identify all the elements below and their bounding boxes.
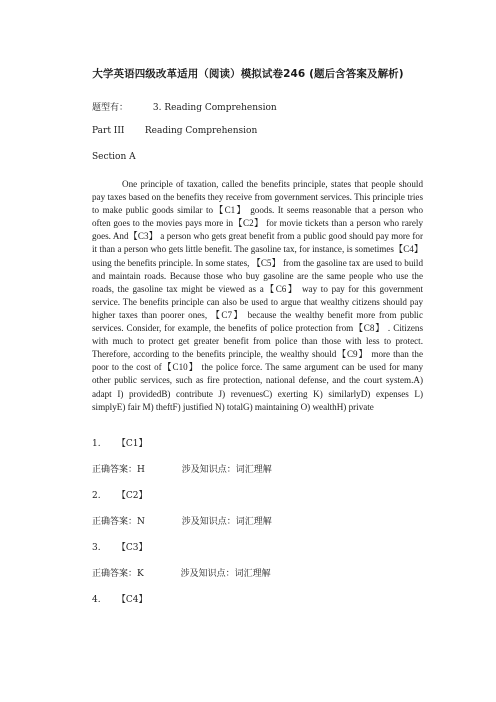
section-heading: Section A bbox=[92, 152, 136, 162]
knowledge-point: 涉及知识点：词汇理解 bbox=[181, 465, 272, 475]
question-type-label: 题型有： bbox=[92, 103, 129, 113]
question-blank: 【C1】 bbox=[116, 439, 148, 449]
question-item bbox=[92, 540, 148, 553]
question-number: 2. bbox=[92, 491, 101, 501]
question-blank: 【C4】 bbox=[116, 595, 148, 605]
question-number: 4. bbox=[92, 595, 101, 605]
question-blank: 【C3】 bbox=[116, 543, 148, 553]
answer-line bbox=[92, 566, 271, 579]
answer-label: 正确答案：K bbox=[92, 569, 144, 579]
question-type-line bbox=[92, 100, 277, 113]
answer-label: 正确答案：N bbox=[92, 517, 145, 527]
part-line bbox=[92, 126, 257, 136]
question-item bbox=[92, 488, 148, 501]
question-number: 1. bbox=[92, 439, 101, 449]
answer-line bbox=[92, 462, 272, 475]
part-value: Reading Comprehension bbox=[144, 126, 258, 136]
knowledge-point: 涉及知识点：词汇理解 bbox=[180, 569, 271, 579]
knowledge-point: 涉及知识点：词汇理解 bbox=[181, 517, 272, 527]
document-title: 大学英语四级改革适用（阅读）模拟试卷246 (题后含答案及解析) bbox=[92, 68, 404, 80]
question-item bbox=[92, 592, 148, 605]
question-blank: 【C2】 bbox=[116, 491, 148, 501]
answer-label: 正确答案：H bbox=[92, 465, 145, 475]
reading-passage: One principle of taxation, called the benefits principle, states that people should pay taxes based on the benefits they receive from government services. This principle tries to make public goods similar to【C1】 goods. It seems reasonable that a person who often goes to the movies pays more in【C2】 for movie tickets than a person who rarely goes. And【C3】 a person who gets great benefit from a public good should pay more for it than a person who gets little benefit. The gasoline tax, for instance, is sometimes【C4】 using the benefits principle. In some states, 【C5】 from the gasoline tax are used to build and maintain roads. Because those who buy gasoline are the same people who use the roads, the gasoline tax might be viewed as a【C6】 way to pay for this government service. The benefits principle can also be used to argue that wealthy citizens should pay higher taxes than poorer ones, 【C7】 because the wealthy benefit more from public services. Consider, for example, the benefits of police protection from【C8】 . Citizens with much to protect get greater benefit from police than those with less to protect. Therefore, according to the benefits principle, the wealthy should【C9】 more than the poor to the cost of【C10】 the police force. The same argument can be used for many other public services, such as fire protection, national defense, and the court system.A) adapt I) providedB) contribute J) revenuesC) exerting K) similarlyD) expenses L) simplyE) fair M) theftF) justified N) totalG) maintaining O) wealthH) private bbox=[92, 179, 423, 412]
question-item bbox=[92, 436, 148, 449]
part-label: Part III bbox=[92, 126, 125, 136]
question-type-value: 3. Reading Comprehension bbox=[152, 103, 277, 113]
question-number: 3. bbox=[92, 543, 101, 553]
answer-line bbox=[92, 514, 272, 527]
